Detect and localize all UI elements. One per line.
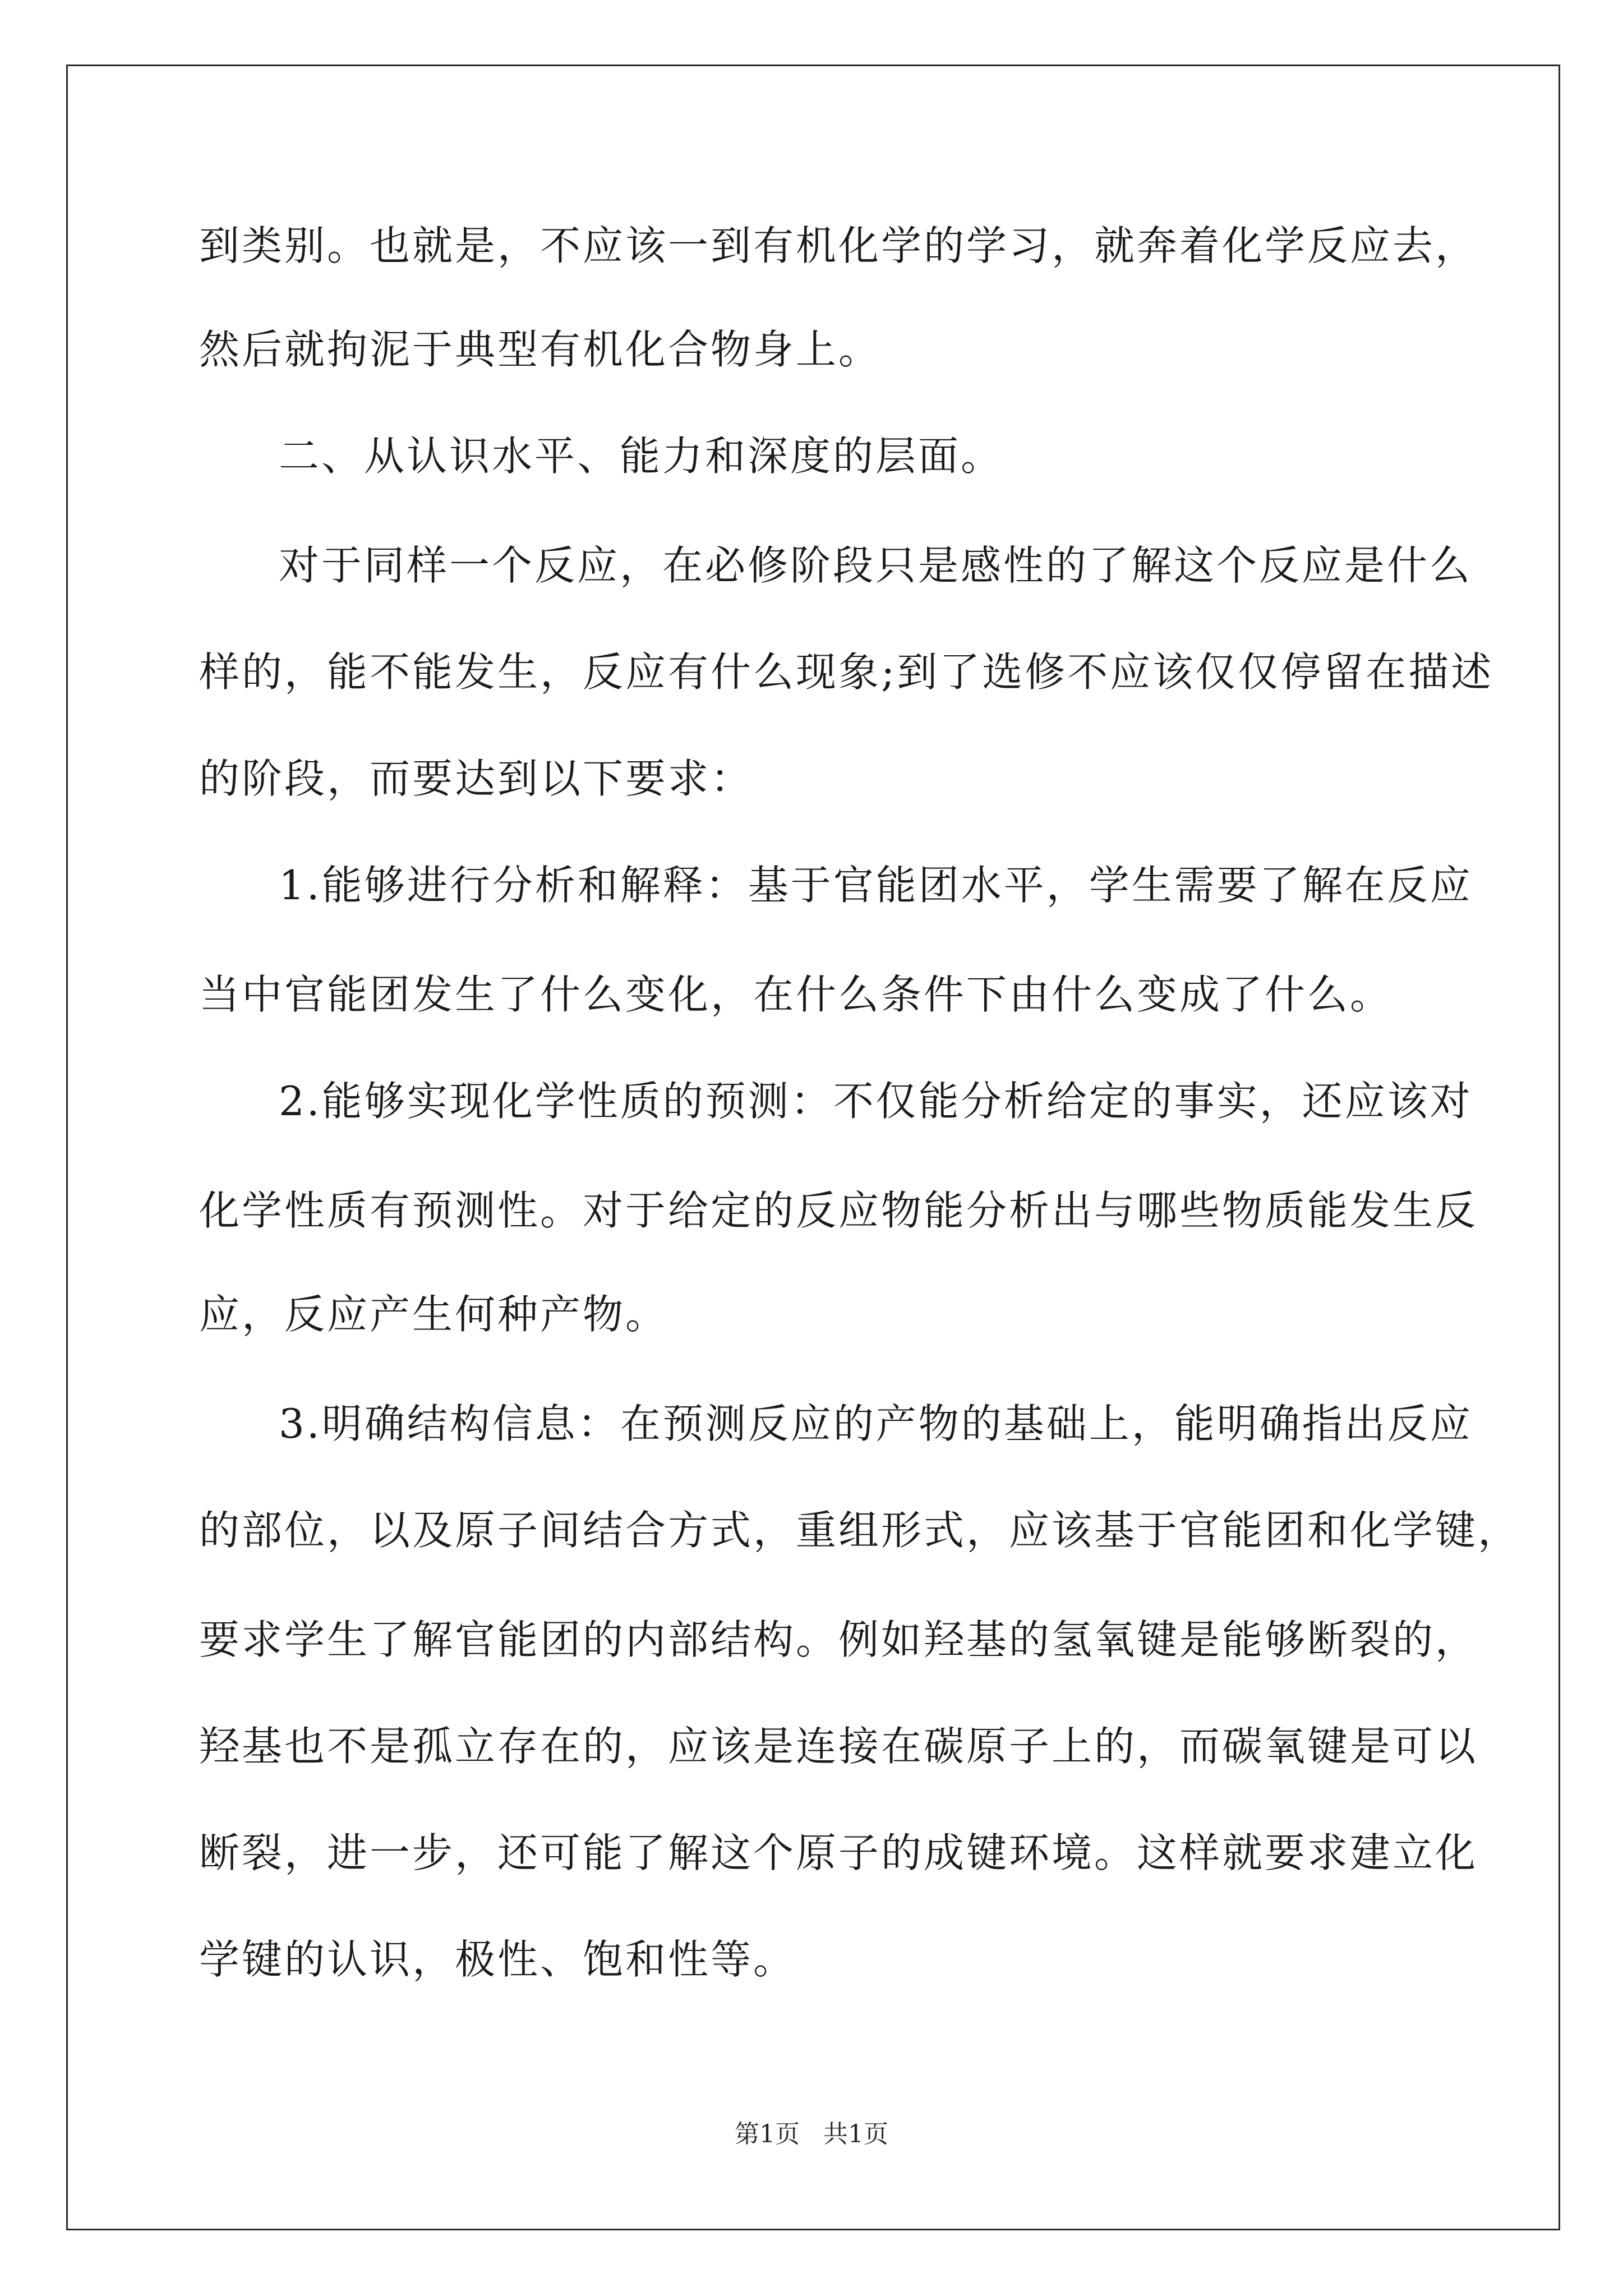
- text-line: 到类别。也就是，不应该一到有机化学的学习，就奔着化学反应去，: [199, 222, 1478, 269]
- text-line: 应，反应产生何种产物。: [199, 1291, 668, 1338]
- list-item-2: 2.能够实现化学性质的预测：不仅能分析给定的事实，还应该对: [279, 1078, 1473, 1125]
- page-footer: 第1页 共1页: [735, 2120, 888, 2148]
- text-line: 当中官能团发生了什么变化，在什么条件下由什么变成了什么。: [199, 971, 1393, 1018]
- list-item-1: 1.能够进行分析和解释：基于官能团水平，学生需要了解在反应: [279, 862, 1473, 909]
- page-border: [66, 65, 1560, 2230]
- text-line: 学键的认识，极性、饱和性等。: [199, 1936, 796, 1983]
- text-line: 断裂，进一步，还可能了解这个原子的成键环境。这样就要求建立化: [199, 1829, 1478, 1876]
- text-line: 化学性质有预测性。对于给定的反应物能分析出与哪些物质能发生反: [199, 1187, 1478, 1234]
- text-line: 的部位，以及原子间结合方式，重组形式，应该基于官能团和化学键，: [199, 1507, 1521, 1554]
- section-heading: 二、从认识水平、能力和深度的层面。: [279, 432, 1004, 480]
- text-line: 要求学生了解官能团的内部结构。例如羟基的氢氧键是能够断裂的，: [199, 1616, 1478, 1663]
- text-line: 对于同样一个反应，在必修阶段只是感性的了解这个反应是什么: [279, 542, 1473, 589]
- list-item-3: 3.明确结构信息：在预测反应的产物的基础上，能明确指出反应: [279, 1400, 1473, 1447]
- text-line: 的阶段，而要达到以下要求：: [199, 755, 754, 802]
- text-line: 然后就拘泥于典型有机化合物身上。: [199, 326, 882, 373]
- text-line: 羟基也不是孤立存在的，应该是连接在碳原子上的，而碳氧键是可以: [199, 1723, 1478, 1770]
- text-line: 样的，能不能发生，反应有什么现象;到了选修不应该仅仅停留在描述: [199, 648, 1494, 696]
